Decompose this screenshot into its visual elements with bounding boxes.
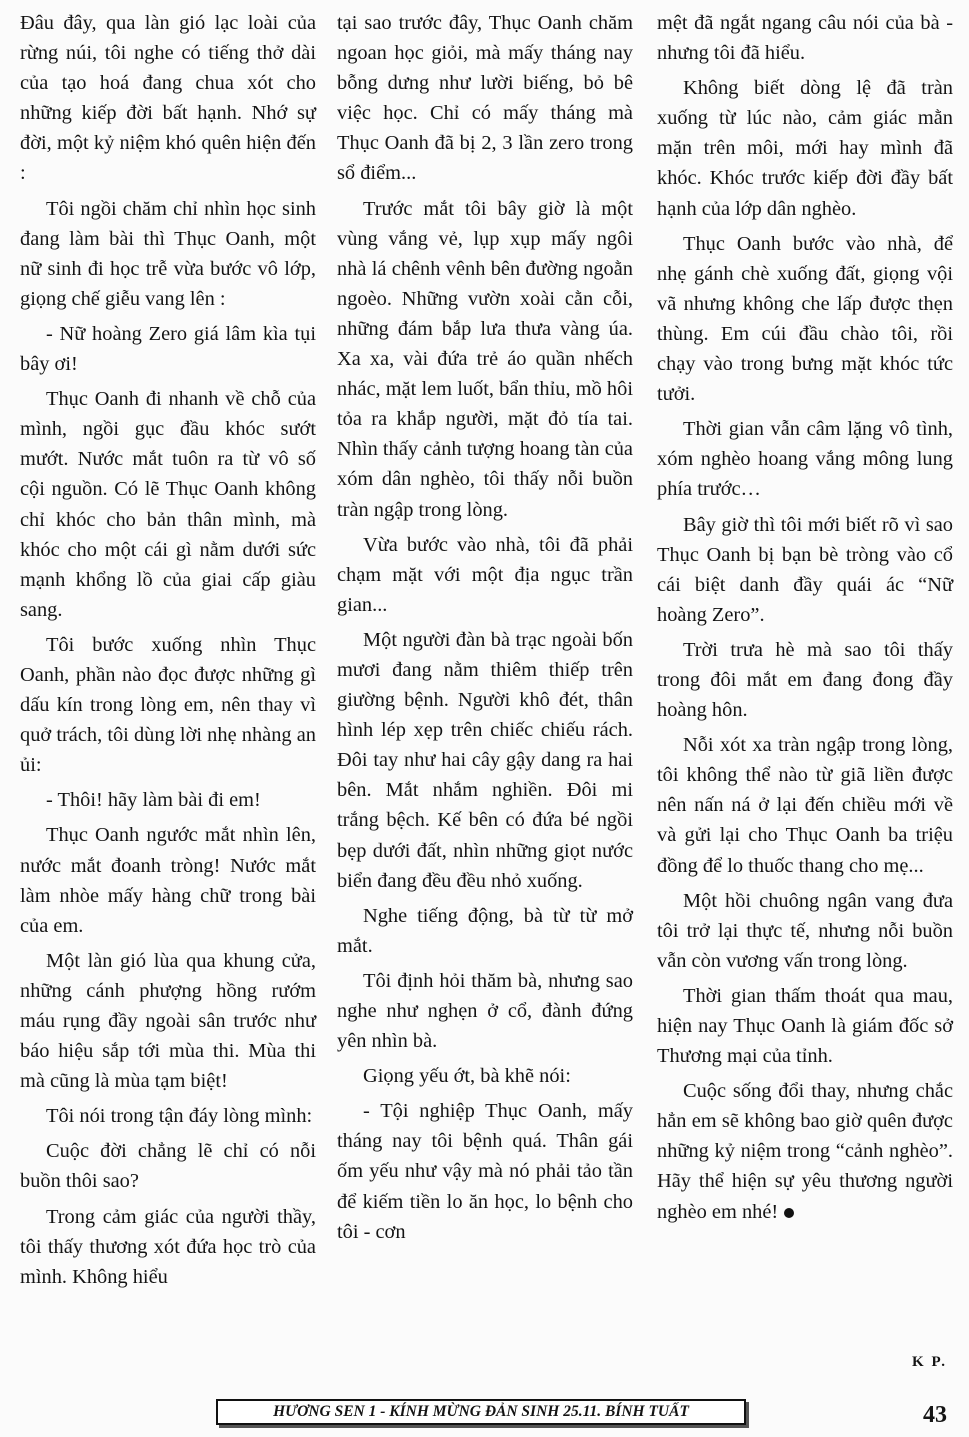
paragraph-text: Cuộc sống đổi thay, nhưng chắc hẳn em sẽ không bao giờ quên được những kỷ niệm trong “cảnh nghèo”. Hãy thể hiện sự yêu thương người nghèo em nhé! [657,1080,953,1223]
paragraph: Thời gian vẫn câm lặng vô tình, xóm nghèo hoang vắng mông lung phía trước… [657,418,953,501]
paragraph: Bây giờ thì tôi mới biết rõ vì sao Thục Oanh bị bạn bè tròng vào cổ cái biệt danh đầy quái ác “Nữ hoàng Zero”. [657,513,953,626]
paragraph: Trời trưa hè mà sao tôi thấy trong đôi mắt em đang đong đầy hoàng hôn. [657,638,953,722]
paragraph: - Tội nghiệp Thục Oanh, mấy tháng nay tôi bệnh quá. Thân gái ốm yếu như vậy mà nó phải tảo tần để kiếm tiền lo ăn học, lo bệnh cho tôi - cơn [337,1100,633,1243]
paragraph: Một người đàn bà trạc ngoài bốn mươi đang nằm thiêm thiếp trên giường bệnh. Người khô đét, thân hình lép xẹp trên chiếc chiếu rách. Đôi tay như hai cây gậy dang ra hai bên. Mắt nhắm nghiền. Đôi mi trắng bệch. Kế bên có đứa bé ngồi bẹp dưới đất, nhìn những giọt nước biển đang đều đều nhỏ xuống. [337,628,633,892]
paragraph: Tôi nói trong tận đáy lòng mình: [46,1105,313,1128]
paragraph: Không biết dòng lệ đã tràn xuống từ lúc nào, cảm giác mằn mặn trên môi, mới hay mình đã khóc. Khóc trước kiếp đời đầy bất hạnh của lớp dân nghèo. [657,77,953,220]
paragraph: Một hồi chuông ngân vang đưa tôi trở lại thực tế, nhưng nỗi buồn vẫn còn vương vấn trong lòng. [657,889,953,972]
paragraph: mệt đã ngắt ngang câu nói của bà - nhưng tôi đã hiểu. [657,12,953,65]
end-of-article-bullet-icon [784,1208,794,1218]
last-paragraph [657,1076,953,1226]
paragraph: Giọng yếu ớt, bà khẽ nói: [363,1065,571,1088]
paragraph: Một làn gió lùa qua khung cửa, những cánh phượng hồng rướm máu rụng đầy ngoài sân trước như báo hiệu sắp tới mùa thi. Mùa thi mà cũng là mùa tạm biệt! [20,949,316,1093]
paragraph: Thục Oanh ngước mắt nhìn lên, nước mắt đoanh tròng! Nước mắt làm nhòe mấy hàng chữ trong bài của em. [20,824,316,937]
paragraph: Vừa bước vào nhà, tôi đã phải chạm mặt với một địa ngục trần gian... [337,533,633,616]
paragraph: Trong cảm giác của người thầy, tôi thấy thương xót đứa học trò của mình. Không hiểu [20,1205,316,1288]
author-signature: K P. [912,1354,947,1370]
paragraph: Đâu đây, qua làn gió lạc loài của rừng núi, tôi nghe có tiếng thở dài của tạo hoá đang chua xót cho những kiếp đời bất hạnh. Nhớ sự đời, một kỷ niệm khó quên hiện đến : [20,12,316,185]
paragraph: tại sao trước đây, Thục Oanh chăm ngoan học giỏi, mà mấy tháng nay bỗng dưng như lười biếng, bỏ bê việc học. Chỉ có mấy tháng mà Thục Oanh đã bị 2, 3 lần zero trong sổ điểm... [337,12,633,185]
paragraph: Thục Oanh đi nhanh về chỗ của mình, ngồi gục đầu khóc sướt mướt. Nước mắt tuôn ra từ vô số cội nguồn. Có lẽ Thục Oanh không chỉ khóc cho bản thân mình, mà khóc cho một cái gì nằm dưới sức mạnh khổng lồ của giai cấp giàu sang. [20,388,316,621]
text-column-3 [657,8,953,1232]
paragraph: - Thôi! hãy làm bài đi em! [46,789,261,812]
text-column-1 [20,8,316,1297]
paragraph: Tôi bước xuống nhìn Thục Oanh, phần nào đọc được những gì dấu kín trong lòng em, nên thay vì quở trách, tôi dùng lời nhẹ nhàng an ủi: [20,633,316,777]
paragraph: Tôi ngồi chăm chỉ nhìn học sinh đang làm bài thì Thục Oanh, một nữ sinh đi học trễ vừa bước vô lớp, giọng chế giễu vang lên : [20,197,316,310]
paragraph: Nỗi xót xa tràn ngập trong lòng, tôi không thể nào từ giã liền được nên nấn ná ở lại đến chiều mới về và gửi lại cho Thục Oanh ba triệu đồng để lo thuốc thang cho mẹ... [657,734,953,877]
footer-banner: HƯƠNG SEN 1 - KÍNH MỪNG ĐẢN SINH 25.11. BÍNH TUẤT [216,1399,746,1425]
text-column-2 [337,8,633,1252]
paragraph: Thục Oanh bước vào nhà, để nhẹ gánh chè xuống đất, giọng vội vã nhưng không che lấp được thẹn thùng. Em cúi đầu chào tôi, rồi chạy vào trong bưng mặt khóc tức tưởi. [657,232,953,406]
paragraph: - Nữ hoàng Zero giá lâm kìa tụi bây ơi! [20,322,316,376]
page-number: 43 [923,1402,947,1428]
paragraph: Nghe tiếng động, bà từ từ mở mắt. [337,904,633,957]
paragraph: Thời gian thấm thoát qua mau, hiện nay Thục Oanh là giám đốc sở Thương mại của tỉnh. [657,984,953,1068]
paragraph: Tôi định hỏi thăm bà, nhưng sao nghe như nghẹn ở cổ, đành đứng yên nhìn bà. [337,969,633,1053]
paragraph: Trước mắt tôi bây giờ là một vùng vắng vẻ, lụp xụp mấy ngôi nhà lá chênh vênh bên đường ngoằn ngoèo. Những vườn xoài cằn cỗi, những đám bắp lưa thưa vàng úa. Xa xa, vài đứa trẻ áo quần nhếch nhác, mặt lem luốt, bẩn thỉu, mồ hôi tỏa ra khắp người, mặt đỏ tía tai. Nhìn thấy cảnh tượng hoang tàn của xóm dân nghèo, tôi thấy nỗi buồn tràn ngập trong lòng. [337,197,633,521]
paragraph: Cuộc đời chẳng lẽ chỉ có nỗi buồn thôi sao? [20,1140,316,1193]
